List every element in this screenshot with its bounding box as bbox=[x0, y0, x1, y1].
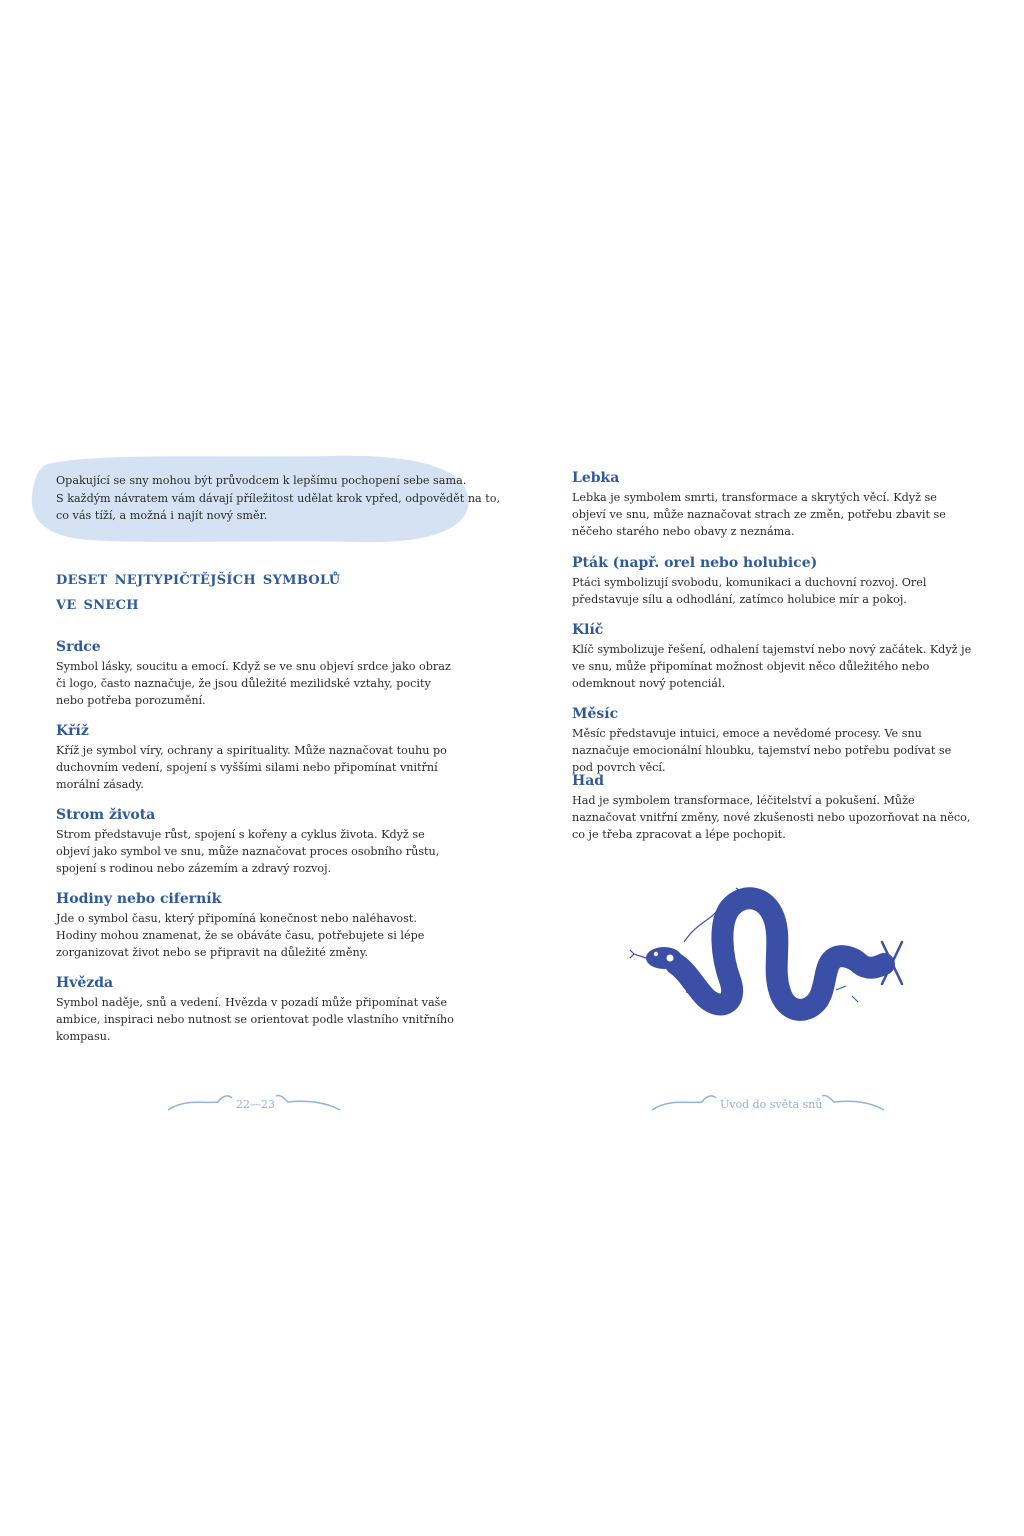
symbol-text: Měsíc představuje intuici, emoce a nevědomé procesy. Ve snu naznačuje emocionální hloubku, tajemství nebo potřebu podívat se pod povrch věcí. bbox=[572, 727, 952, 775]
symbol-title: Klíč bbox=[572, 622, 604, 638]
symbol-text: Jde o symbol času, který připomíná konečnost nebo naléhavost. Hodiny mohou znamenat, že se obáváte času, potřebujete si lépe zorganizovat život nebo se připravit na důležité změny. bbox=[56, 912, 425, 960]
footer-left bbox=[166, 1090, 342, 1120]
symbol-entry-lebka bbox=[572, 470, 972, 541]
intro-line: co vás tíží, a možná i najít nový směr. bbox=[56, 509, 268, 522]
symbol-entry-kriz bbox=[56, 723, 456, 794]
symbol-title: Strom života bbox=[56, 807, 156, 823]
symbol-entry-mesic bbox=[572, 706, 972, 777]
symbol-text: Symbol naděje, snů a vedení. Hvězda v pozadí může připomínat vaše ambice, inspiraci nebo nutnost se orientovat podle vlastního vnitřního kompasu. bbox=[56, 996, 454, 1044]
footer-right bbox=[650, 1090, 886, 1120]
symbol-entry-strom-zivota bbox=[56, 807, 456, 878]
section-title-line: deset nejtypičtějších symbolů bbox=[56, 567, 341, 589]
symbol-entry-klic bbox=[572, 622, 972, 693]
symbol-title: Had bbox=[572, 773, 605, 789]
section-title bbox=[56, 566, 476, 616]
symbol-text: Klíč symbolizuje řešení, odhalení tajemství nebo nový začátek. Když je ve snu, může připomínat možnost objevit něco důležitého nebo odemknout nový potenciál. bbox=[572, 643, 972, 691]
symbol-title: Hodiny nebo ciferník bbox=[56, 891, 222, 907]
section-title-line: ve snech bbox=[56, 592, 139, 614]
symbol-text: Symbol lásky, soucitu a emocí. Když se ve snu objeví srdce jako obraz či logo, často naznačuje, že jsou důležité mezilidské vztahy, pocity nebo potřeba porozumění. bbox=[56, 660, 451, 708]
symbol-entry-had bbox=[572, 773, 972, 844]
chapter-title: Úvod do světa snů bbox=[720, 1098, 823, 1111]
intro-line: Opakující se sny mohou být průvodcem k lepšímu pochopení sebe sama. bbox=[56, 474, 467, 487]
symbol-text: Had je symbolem transformace, léčitelství a pokušení. Může naznačovat vnitřní změny, nové zkušenosti nebo upozorňovat na něco, co je třeba zpracovat a lépe pochopit. bbox=[572, 794, 971, 842]
symbol-text: Ptáci symbolizují svobodu, komunikaci a duchovní rozvoj. Orel představuje sílu a odhodlání, zatímco holubice mír a pokoj. bbox=[572, 576, 927, 607]
symbol-title: Pták (např. orel nebo holubice) bbox=[572, 555, 818, 571]
symbol-title: Srdce bbox=[56, 639, 101, 655]
snake-icon bbox=[626, 884, 916, 1034]
symbol-title: Hvězda bbox=[56, 975, 114, 991]
intro-text bbox=[56, 472, 501, 525]
symbol-title: Měsíc bbox=[572, 706, 619, 722]
symbol-entry-ptak bbox=[572, 555, 972, 608]
intro-callout bbox=[30, 452, 501, 548]
symbol-text: Strom představuje růst, spojení s kořeny a cyklus života. Když se objeví jako symbol ve snu, může naznačovat proces osobního růstu, spojení s rodinou nebo zázemím a zdravý rozvoj. bbox=[56, 828, 440, 876]
symbol-text: Kříž je symbol víry, ochrany a spirituality. Může naznačovat touhu po duchovním vedení, spojení s vyššími silami nebo připomínat vnitřní morální zásady. bbox=[56, 744, 447, 792]
intro-line: S každým návratem vám dávají příležitost udělat krok vpřed, odpovědět na to, bbox=[56, 491, 501, 505]
symbol-entry-hodiny bbox=[56, 891, 456, 962]
symbol-entry-hvezda bbox=[56, 975, 456, 1046]
symbol-text: Lebka je symbolem smrti, transformace a skrytých věcí. Když se objeví ve snu, může naznačovat strach ze změn, potřebu zbavit se něčeho starého nebo obavy z neznáma. bbox=[572, 491, 946, 539]
page-numbers: 22—23 bbox=[236, 1098, 275, 1111]
symbol-title: Lebka bbox=[572, 470, 620, 486]
symbol-title: Kříž bbox=[56, 723, 89, 739]
symbol-entry-srdce bbox=[56, 639, 456, 710]
